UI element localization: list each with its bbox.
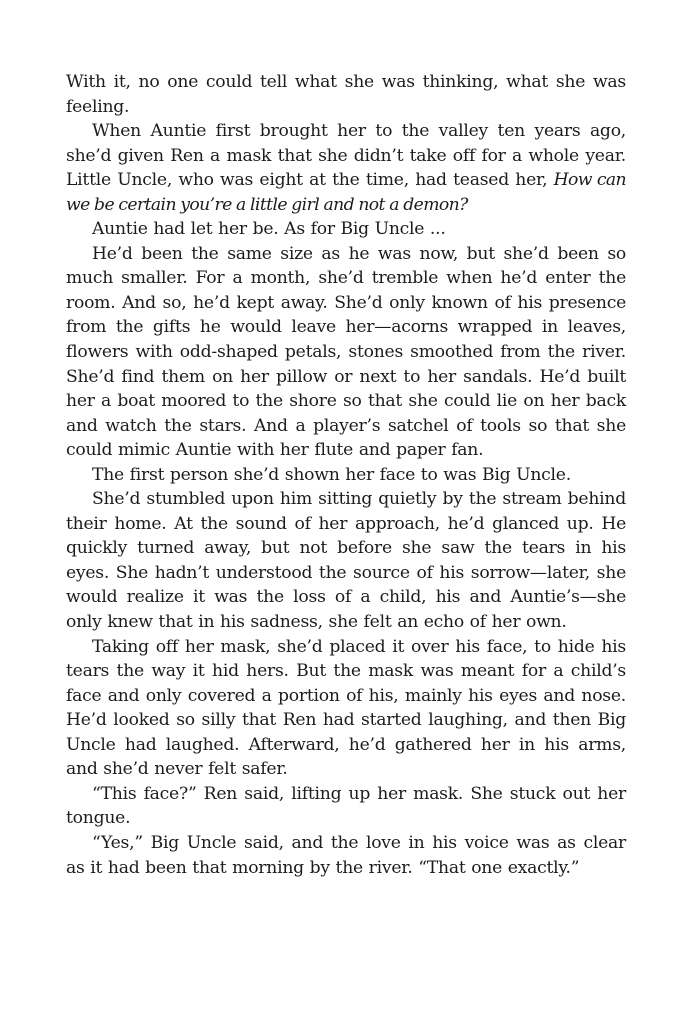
paragraph-2-italic-quote: How can we be certain you’re a little girl and not a demon? xyxy=(66,170,626,215)
paragraph-2 xyxy=(66,119,626,217)
paragraph-1: With it, no one could tell what she was thinking, what she was feeling. xyxy=(66,72,626,117)
paragraph-6: She’d stumbled upon him sitting quietly by the stream behind their home. At the sound of her approach, he’d glanced up. He quickly turned away, but not before she saw the tears in his eyes. She hadn’t understood the source of his sorrow—later, she would realize it was the loss of a child, his and Auntie’s—she only knew that in his sadness, she felt an echo of her own. xyxy=(66,489,626,633)
paragraph-5: The first person she’d shown her face to was Big Uncle. xyxy=(92,464,571,485)
book-page xyxy=(66,70,626,880)
paragraph-9: “Yes,” Big Uncle said, and the love in his voice was as clear as it had been that morning by the river. “That one exactly.” xyxy=(66,832,626,878)
paragraph-7: Taking off her mask, she’d placed it over his face, to hide his tears the way it hid hers. But the mask was meant for a child’s face and only covered a portion of his, mainly his eyes and nose. He’d looked so silly that Ren had started laughing, and then Big Uncle had laughed. Afterward, he’d gathered her in his arms, and she’d never felt safer. xyxy=(66,636,626,780)
paragraph-3: Auntie had let her be. As for Big Uncle ... xyxy=(92,219,446,240)
paragraph-2-text: When Auntie first brought her to the valley ten years ago, she’d given Ren a mask that she didn’t take off for a whole year. Little Uncle, who was eight at the time, had teased her, xyxy=(66,121,626,191)
paragraph-4: He’d been the same size as he was now, but she’d been so much smaller. For a month, she’d tremble when he’d enter the room. And so, he’d kept away. She’d only known of his presence from the gifts he would leave her—acorns wrapped in leaves, flowers with odd-shaped petals, stones smoothed from the river. She’d find them on her pillow or next to her sandals. He’d built her a boat moored to the shore so that she could lie on her back and watch the stars. And a player’s satchel of tools so that she could mimic Auntie with her flute and paper fan. xyxy=(66,243,626,461)
paragraph-8: “This face?” Ren said, lifting up her mask. She stuck out her tongue. xyxy=(66,783,626,829)
